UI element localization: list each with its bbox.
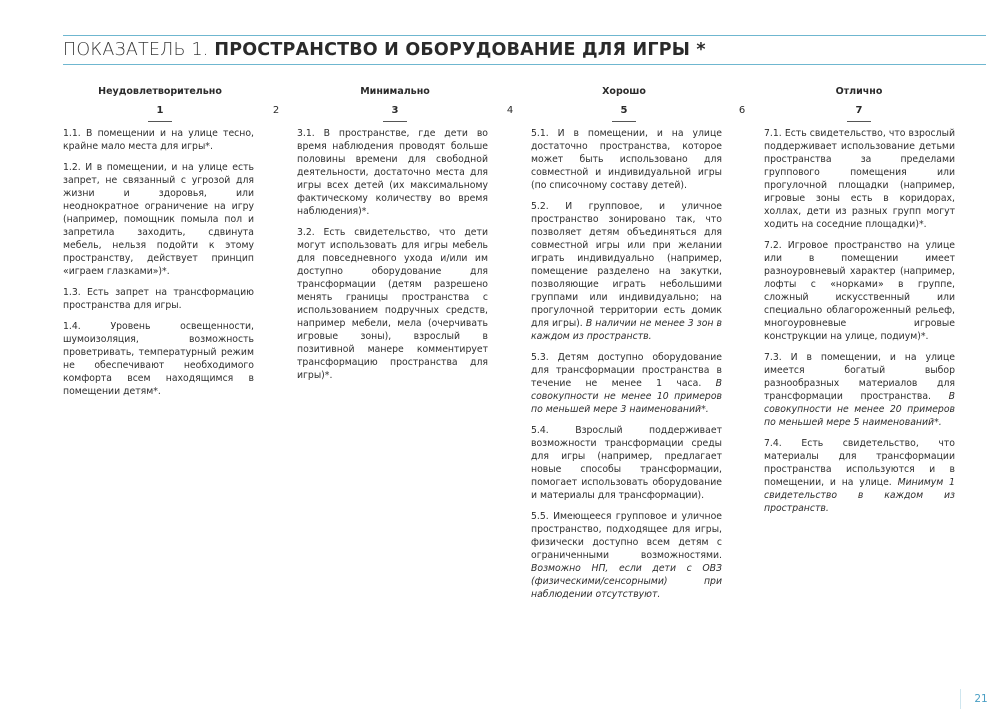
item-5-2-text: 5.2. И групповое, и уличное пространство зонировано так, что позволяет детям объединяться для совместной игры или при желании играть индивидуально (например, помещение разделено на закутки, позволяющие играть небольшими группами или индивидуально; на прогулочной территории есть домик для игры). [531, 201, 722, 329]
item-5-1: 5.1. И в помещении, и на улице достаточно пространства, которое может быть использовано для совместной и индивидуальной игры (по списочному составу детей). [531, 128, 722, 191]
item-1-2: 1.2. И в помещении, и на улице есть запрет, не связанный с угрозой для жизни и здоровья, или неоднократное ограничение на игру (например, помощник помыла пол и запретила заходить, сдвинута мебель, нельзя подойти к этому пространству, действует принцип «играем глазками»)*. [63, 162, 254, 277]
item-7-4-note: Минимум 1 свидетельство в каждом из пространств. [764, 477, 955, 514]
item-7-1: 7.1. Есть свидетельство, что взрослый поддерживает использование детьми пространства за пределами группового помещения или прогулочной площадки (например, игровые зоны есть в коридорах, холлах, дети из разных групп могут ходить на соседние площадки)*. [764, 128, 955, 230]
header-top-rule [63, 35, 986, 36]
score-5-underline [612, 121, 636, 122]
item-5-3-note: В совокупности не менее 10 примеров по меньшей мере 3 наименований*. [531, 378, 722, 415]
item-1-3: 1.3. Есть запрет на трансформацию пространства для игры. [63, 287, 254, 311]
column-inadequate [63, 127, 254, 406]
score-4: 4 [506, 105, 514, 116]
item-5-5-text: 5.5. Имеющееся групповое и уличное пространство, подходящее для игры, физически доступно всем детям с ограниченными возможностями. [531, 511, 722, 561]
item-5-5 [531, 510, 722, 601]
item-5-2 [531, 200, 722, 343]
item-5-3-text: 5.3. Детям доступно оборудование для трансформации пространства в течение не менее 1 часа. [531, 352, 722, 389]
page-title [63, 40, 706, 60]
item-7-4 [764, 437, 955, 515]
item-7-2: 7.2. Игровое пространство на улице или в помещении имеет разноуровневый характер (например, лофты с «норками» в группе, сложный искусственный или специально облагороженный рельеф, многоуровневые игровые конструкции на улице, подиум)*. [764, 240, 955, 342]
level-inadequate: Неудовлетворительно [98, 86, 222, 97]
column-excellent [764, 127, 955, 523]
level-good: Хорошо [602, 86, 646, 97]
column-minimal [297, 127, 488, 390]
item-5-5-note: Возможно НП, если дети с ОВЗ (физическими/сенсорными) при наблюдении отсутствуют. [531, 563, 722, 600]
score-5: 5 [620, 105, 628, 116]
score-2: 2 [272, 105, 280, 116]
item-7-3-note: В совокупности не менее 20 примеров по меньшей мере 5 наименований*. [764, 391, 955, 428]
item-5-4: 5.4. Взрослый поддерживает возможности трансформации среды для игры (например, предлагает новые способы трансформации, помогает использовать оборудование и материалы для трансформации). [531, 425, 722, 501]
item-7-3 [764, 351, 955, 429]
level-excellent: Отлично [835, 86, 883, 97]
item-3-1: 3.1. В пространстве, где дети во время наблюдения проводят больше половины времени для свободной деятельности, достаточно места для игры всех детей (их максимальному фактическому количеству во время наблюдения)*. [297, 128, 488, 217]
title-indicator: ПОКАЗАТЕЛЬ 1. [63, 40, 209, 60]
page-number: 21 [960, 689, 1000, 709]
level-minimal: Минимально [360, 86, 430, 97]
item-7-3-text: 7.3. И в помещении, и на улице имеется богатый выбор разнообразных материалов для трансформации пространства. [764, 352, 955, 402]
score-1-underline [148, 121, 172, 122]
rating-scale [0, 86, 1000, 126]
item-1-1: 1.1. В помещении и на улице тесно, крайне мало места для игры*. [63, 128, 254, 152]
header-bottom-rule [63, 64, 986, 65]
score-6: 6 [738, 105, 746, 116]
item-7-4-text: 7.4. Есть свидетельство, что материалы для трансформации пространства используются и в помещении, и на улице. [764, 438, 955, 488]
item-5-2-note: В наличии не менее 3 зон в каждом из пространств. [531, 318, 722, 342]
score-3-underline [383, 121, 407, 122]
item-5-3 [531, 351, 722, 416]
column-good [531, 127, 722, 609]
score-7: 7 [855, 105, 863, 116]
item-1-4: 1.4. Уровень освещенности, шумоизоляция, возможность проветривать, температурный режим не обеспечивают необходимого комфорта всем находящимся в помещении детям*. [63, 321, 254, 397]
score-1: 1 [156, 105, 164, 116]
score-7-underline [847, 121, 871, 122]
score-3: 3 [391, 105, 399, 116]
title-topic: ПРОСТРАНСТВО И ОБОРУДОВАНИЕ ДЛЯ ИГРЫ * [214, 40, 706, 60]
item-3-2: 3.2. Есть свидетельство, что дети могут использовать для игры мебель для повседневного ухода и/или им доступно оборудование для трансформации (детям разрешено менять границы пространства с использованием подручных средств, например мебели, мела (очерчивать игровые зоны), взрослый в позитивной манере комментирует трансформацию пространства для игры)*. [297, 227, 488, 381]
